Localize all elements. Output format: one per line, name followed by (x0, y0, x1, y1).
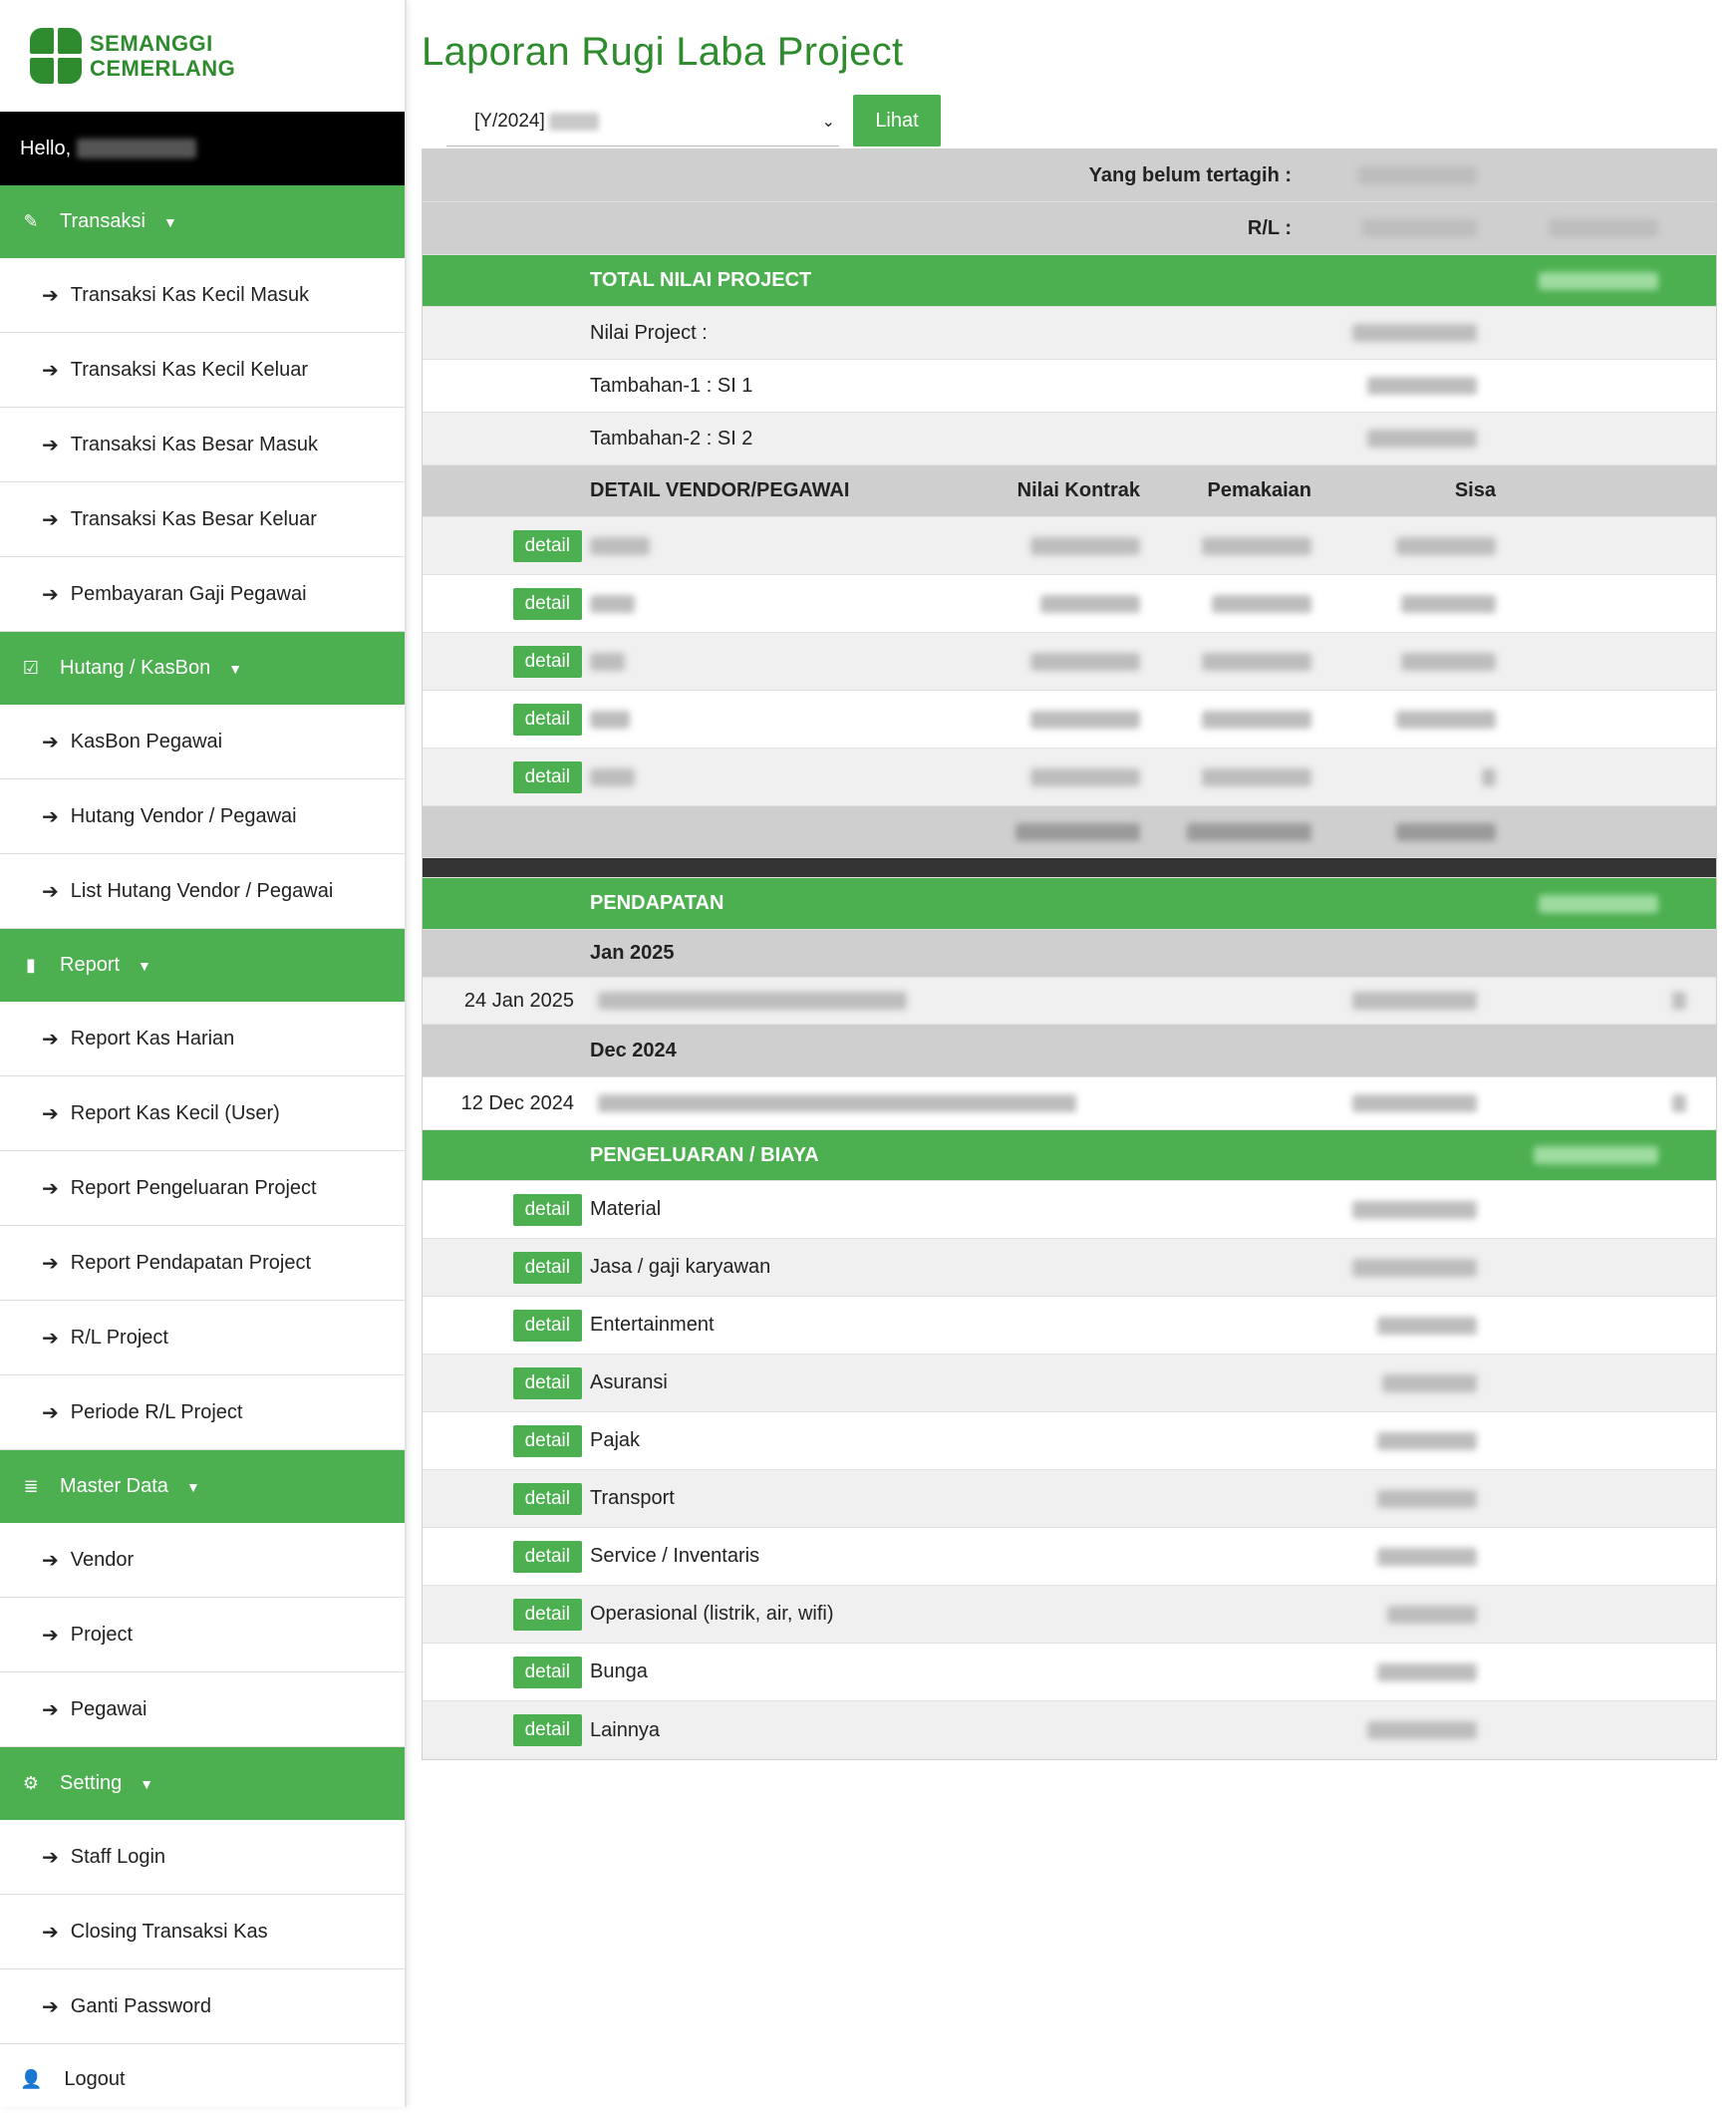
value-redacted (1377, 1490, 1477, 1508)
sidebar-item[interactable]: ➔ Pegawai (0, 1672, 405, 1747)
value-redacted (1539, 272, 1658, 290)
sidebar-item[interactable]: ➔ Staff Login (0, 1820, 405, 1895)
value-redacted (1382, 1374, 1477, 1392)
value-redacted (1352, 992, 1477, 1010)
value-redacted (1202, 768, 1311, 786)
caret-down-icon: ▼ (228, 660, 243, 677)
vendor-name-redacted (590, 711, 630, 729)
sidebar-item[interactable]: ➔ Hutang Vendor / Pegawai (0, 779, 405, 854)
value-redacted (1352, 324, 1477, 342)
user-greeting: Hello, (0, 112, 405, 185)
nilai-project-row: Nilai Project : (423, 307, 1716, 360)
detail-button[interactable]: detail (513, 1657, 582, 1688)
lihat-button[interactable]: Lihat (853, 95, 941, 147)
sidebar-item[interactable]: ➔ Periode R/L Project (0, 1375, 405, 1450)
value-redacted (1202, 537, 1311, 555)
arrow-right-icon: ➔ (42, 359, 59, 382)
value-redacted (1030, 711, 1140, 729)
sidebar-item[interactable]: ➔ Closing Transaksi Kas (0, 1895, 405, 1969)
expense-row: detail Asuransi (423, 1355, 1716, 1412)
sidebar-item[interactable]: ➔ Transaksi Kas Kecil Masuk (0, 258, 405, 333)
value-redacted (1357, 166, 1477, 184)
brand[interactable] (0, 0, 405, 112)
sidebar-section-master-data[interactable]: ≣ Master Data ▼ (0, 1450, 405, 1523)
value-redacted (1672, 992, 1686, 1010)
gear-icon: ⚙ (22, 1773, 40, 1793)
value-redacted (1030, 537, 1140, 555)
detail-button[interactable]: detail (513, 1599, 582, 1631)
value-redacted (1367, 1721, 1477, 1739)
vendor-row (423, 575, 1716, 633)
value-redacted (1396, 823, 1496, 841)
value-redacted (1539, 895, 1658, 913)
value-redacted (1672, 1094, 1686, 1112)
pendapatan-row: 12 Dec 2024 (423, 1077, 1716, 1130)
value-redacted (1212, 595, 1311, 613)
detail-vendor-header: DETAIL VENDOR/PEGAWAI Nilai Kontrak Pemakaian Sisa (423, 465, 1716, 517)
value-redacted (1030, 653, 1140, 671)
sidebar-section-report[interactable]: ▮ Report ▼ (0, 929, 405, 1002)
arrow-right-icon: ➔ (42, 1177, 59, 1200)
value-redacted (1377, 1663, 1477, 1681)
value-redacted (1352, 1259, 1477, 1277)
arrow-right-icon: ➔ (42, 731, 59, 754)
arrow-right-icon: ➔ (42, 1028, 59, 1051)
description-redacted (598, 1094, 1076, 1112)
detail-button[interactable]: detail (513, 1714, 582, 1746)
tambahan-1-row: Tambahan-1 : SI 1 (423, 360, 1716, 413)
arrow-right-icon: ➔ (42, 1995, 59, 2018)
description-redacted (598, 992, 907, 1010)
arrow-right-icon: ➔ (42, 284, 59, 307)
sidebar-item[interactable]: ➔ Transaksi Kas Besar Masuk (0, 408, 405, 482)
file-icon: ▮ (26, 955, 36, 975)
value-redacted (1362, 219, 1477, 237)
caret-down-icon: ▼ (138, 957, 151, 974)
value-redacted (1377, 1317, 1477, 1335)
value-redacted (1367, 377, 1477, 395)
value-redacted (1377, 1548, 1477, 1566)
project-select[interactable]: [Y/2024] ⌄ (446, 97, 839, 147)
value-redacted (1534, 1146, 1658, 1164)
value-redacted (1377, 1432, 1477, 1450)
vendor-total-row (423, 806, 1716, 858)
vendor-name-redacted (590, 653, 625, 671)
value-redacted (1352, 1094, 1477, 1112)
arrow-right-icon: ➔ (42, 1624, 59, 1647)
value-redacted (1387, 1606, 1477, 1624)
sidebar-item[interactable]: ➔ KasBon Pegawai (0, 705, 405, 779)
summary-belum-tertagih: Yang belum tertagih : (423, 150, 1716, 202)
page-title: Laporan Rugi Laba Project (422, 30, 904, 74)
arrow-right-icon: ➔ (42, 508, 59, 531)
expense-row: detail Operasional (listrik, air, wifi) (423, 1586, 1716, 1644)
detail-button[interactable]: detail (513, 1425, 582, 1457)
expense-row: detail Transport (423, 1470, 1716, 1528)
user-name-redacted (77, 139, 196, 158)
value-redacted (1015, 823, 1140, 841)
sidebar-item[interactable]: ➔ Report Pendapatan Project (0, 1226, 405, 1301)
expense-row: detail Service / Inventaris (423, 1528, 1716, 1586)
caret-down-icon: ▼ (185, 1478, 200, 1495)
section-pendapatan: PENDAPATAN (423, 878, 1716, 930)
database-icon: ≣ (23, 1476, 39, 1496)
value-redacted (1367, 430, 1477, 448)
value-redacted (1396, 537, 1496, 555)
value-redacted (1030, 768, 1140, 786)
user-times-icon: 👤 (20, 2068, 43, 2089)
sidebar-item[interactable]: ➔ R/L Project (0, 1301, 405, 1375)
detail-button[interactable]: detail (513, 530, 582, 562)
project-name-redacted (549, 113, 599, 131)
sidebar-item[interactable]: ➔ Report Kas Kecil (User) (0, 1076, 405, 1151)
value-redacted (1549, 219, 1658, 237)
sidebar-item[interactable]: ➔ Report Pengeluaran Project (0, 1151, 405, 1226)
vendor-name-redacted (590, 768, 635, 786)
sidebar-item[interactable]: ➔ Report Kas Harian (0, 1002, 405, 1076)
arrow-right-icon: ➔ (42, 434, 59, 456)
logout-link[interactable]: 👤 Logout (20, 2067, 126, 2090)
value-redacted (1401, 653, 1496, 671)
value-redacted (1401, 595, 1496, 613)
edit-icon: ✎ (23, 211, 39, 231)
value-redacted (1187, 823, 1311, 841)
summary-rl: R/L : (423, 202, 1716, 255)
expense-row: detail Bunga (423, 1644, 1716, 1701)
main-content (422, 0, 1717, 1760)
clover-logo-icon (30, 28, 82, 84)
detail-button[interactable]: detail (513, 646, 582, 678)
vendor-name-redacted (590, 537, 650, 555)
value-redacted (1482, 768, 1496, 786)
arrow-right-icon: ➔ (42, 1102, 59, 1125)
check-square-icon: ☑ (22, 658, 40, 678)
detail-button[interactable]: detail (513, 1310, 582, 1342)
sidebar-item[interactable]: ➔ Vendor (0, 1523, 405, 1598)
caret-down-icon: ▼ (162, 213, 177, 230)
sidebar-section-transaksi[interactable]: ✎ Transaksi ▼ (0, 185, 405, 258)
arrow-right-icon: ➔ (42, 805, 59, 828)
detail-button[interactable]: detail (513, 588, 582, 620)
expense-row: detail Pajak (423, 1412, 1716, 1470)
expense-row: detail Lainnya (423, 1701, 1716, 1759)
vendor-row (423, 691, 1716, 749)
vendor-row (423, 749, 1716, 806)
expense-row: detail Jasa / gaji karyawan (423, 1239, 1716, 1297)
sidebar-item[interactable]: ➔ Transaksi Kas Besar Keluar (0, 482, 405, 557)
rl-report-table (422, 149, 1717, 1760)
sidebar-item[interactable]: ➔ Transaksi Kas Kecil Keluar (0, 333, 405, 408)
month-header: Dec 2024 (423, 1025, 1716, 1077)
arrow-right-icon: ➔ (42, 1549, 59, 1572)
brand-name: SEMANGGI CEMERLANG (90, 31, 236, 81)
arrow-right-icon: ➔ (42, 1401, 59, 1424)
divider (423, 858, 1716, 878)
value-redacted (1396, 711, 1496, 729)
vendor-name-redacted (590, 595, 635, 613)
sidebar-section-hutang[interactable]: ☑ Hutang / KasBon ▼ (0, 632, 405, 705)
tambahan-2-row: Tambahan-2 : SI 2 (423, 413, 1716, 465)
sidebar-item[interactable]: ➔ Pembayaran Gaji Pegawai (0, 557, 405, 632)
vendor-row (423, 517, 1716, 575)
expense-row: detail Entertainment (423, 1297, 1716, 1355)
sidebar-section-setting[interactable]: ⚙ Setting ▼ (0, 1747, 405, 1820)
detail-button[interactable]: detail (513, 1483, 582, 1515)
detail-button[interactable]: detail (513, 704, 582, 736)
detail-button[interactable]: detail (513, 1367, 582, 1399)
caret-down-icon: ▼ (140, 1775, 154, 1792)
month-header: Jan 2025 (423, 930, 1716, 978)
vendor-row (423, 633, 1716, 691)
detail-button[interactable]: detail (513, 1541, 582, 1573)
arrow-right-icon: ➔ (42, 1252, 59, 1275)
value-redacted (1352, 1201, 1477, 1219)
section-total-nilai-project: TOTAL NILAI PROJECT (423, 255, 1716, 307)
sidebar (0, 0, 407, 2107)
detail-button[interactable]: detail (513, 1194, 582, 1226)
value-redacted (1202, 711, 1311, 729)
arrow-right-icon: ➔ (42, 583, 59, 606)
sidebar-item[interactable]: ➔ Project (0, 1598, 405, 1672)
sidebar-item[interactable]: ➔ List Hutang Vendor / Pegawai (0, 854, 405, 929)
sidebar-item[interactable]: ➔ Ganti Password (0, 1969, 405, 2044)
value-redacted (1202, 653, 1311, 671)
expense-row: detail Material (423, 1181, 1716, 1239)
detail-button[interactable]: detail (513, 761, 582, 793)
arrow-right-icon: ➔ (42, 1327, 59, 1350)
arrow-right-icon: ➔ (42, 1921, 59, 1944)
filter-bar (422, 95, 1717, 147)
detail-button[interactable]: detail (513, 1252, 582, 1284)
arrow-right-icon: ➔ (42, 1846, 59, 1869)
pendapatan-row: 24 Jan 2025 (423, 978, 1716, 1025)
value-redacted (1040, 595, 1140, 613)
section-pengeluaran: PENGELUARAN / BIAYA (423, 1130, 1716, 1181)
chevron-down-icon: ⌄ (821, 113, 835, 131)
arrow-right-icon: ➔ (42, 1698, 59, 1721)
arrow-right-icon: ➔ (42, 880, 59, 903)
